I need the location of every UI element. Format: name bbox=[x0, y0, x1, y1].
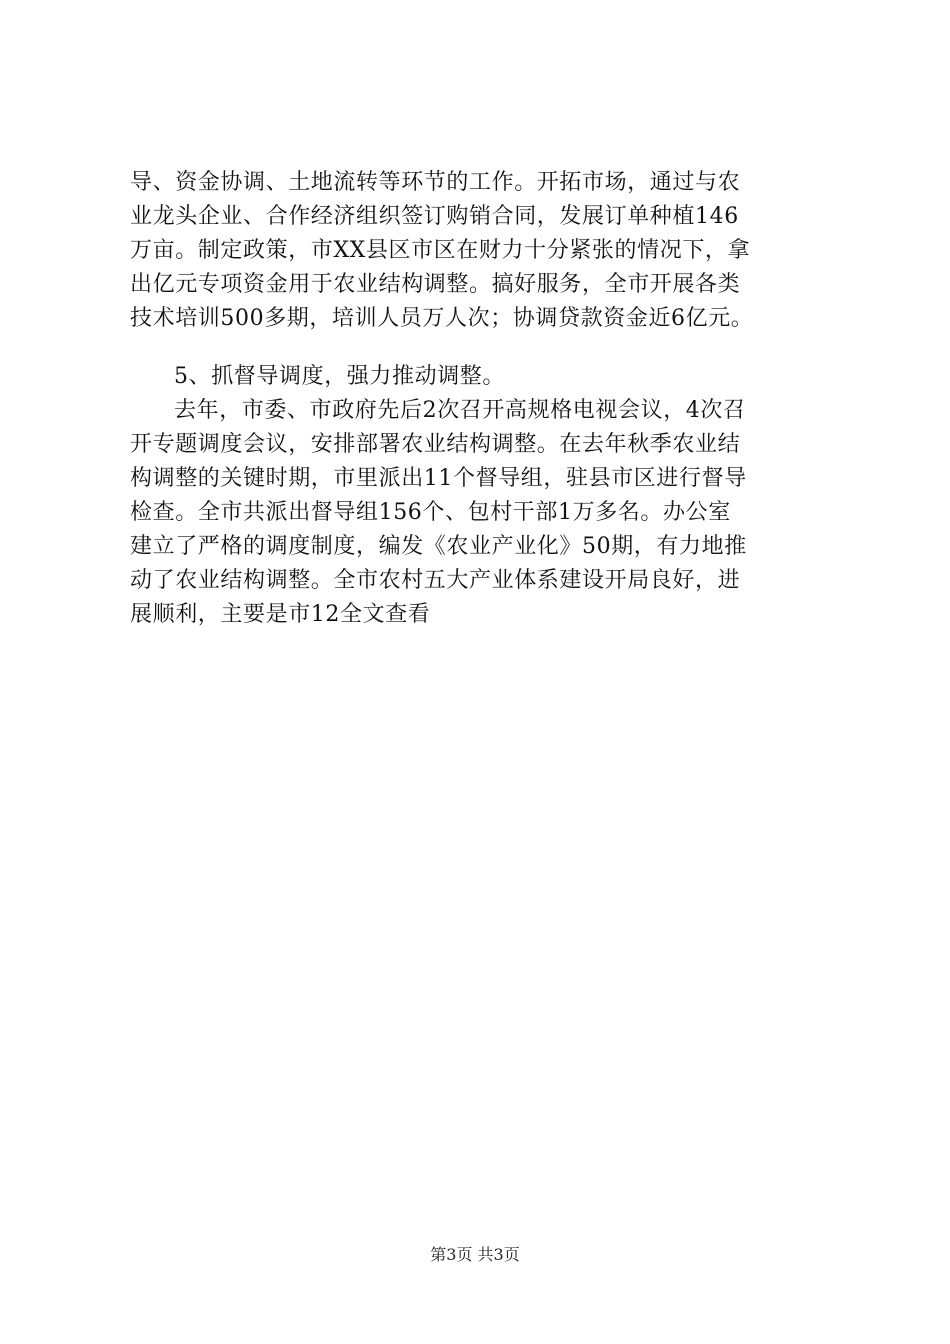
text-line: 构调整的关键时期，市里派出11个督导组，驻县市区进行督导 bbox=[130, 466, 747, 491]
page-number: 第3页 共3页 bbox=[430, 1245, 520, 1264]
page-footer bbox=[0, 1244, 950, 1266]
text-line: 导、资金协调、土地流转等环节的工作。开拓市场，通过与农 bbox=[130, 170, 741, 195]
text-line: 业龙头企业、合作经济组织签订购销合同，发展订单种植146 bbox=[130, 204, 739, 229]
text-line: 展顺利，主要是市12全文查看 bbox=[130, 602, 431, 627]
text-line: 开专题调度会议，安排部署农业结构调整。在去年秋季农业结 bbox=[130, 432, 741, 457]
text-line: 出亿元专项资金用于农业结构调整。搞好服务，全市开展各类 bbox=[130, 272, 741, 297]
text-line: 检查。全市共派出督导组156个、包村干部1万多名。办公室 bbox=[130, 500, 731, 525]
text-line: 去年，市委、市政府先后2次召开高规格电视会议，4次召 bbox=[174, 398, 746, 423]
paragraph-1 bbox=[130, 166, 830, 336]
text-line: 动了农业结构调整。全市农村五大产业体系建设开局良好，进 bbox=[130, 568, 741, 593]
document-body bbox=[130, 166, 830, 632]
paragraph-2 bbox=[130, 394, 830, 632]
text-line: 建立了严格的调度制度，编发《农业产业化》50期，有力地推 bbox=[130, 534, 747, 559]
paragraph-gap bbox=[130, 336, 830, 360]
section-heading: 5、抓督导调度，强力推动调整。 bbox=[174, 364, 505, 389]
text-line: 万亩。制定政策，市XX县区市区在财力十分紧张的情况下，拿 bbox=[130, 238, 751, 263]
text-line: 技术培训500多期，培训人员万人次；协调贷款资金近6亿元。 bbox=[130, 306, 754, 331]
